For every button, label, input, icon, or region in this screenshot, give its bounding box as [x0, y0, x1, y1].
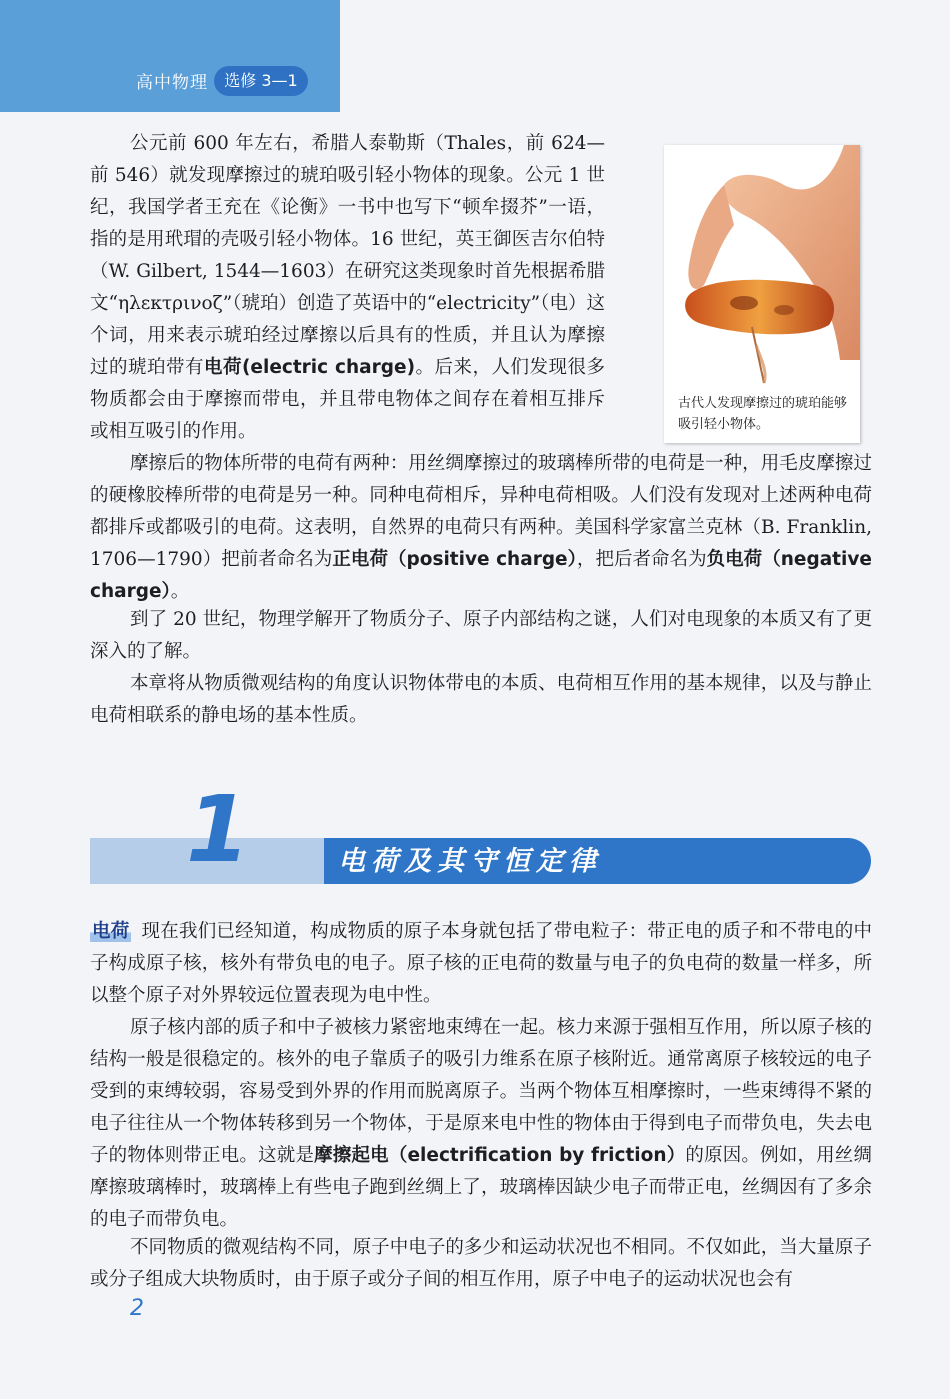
volume-badge: 选修 3—1 [214, 66, 308, 96]
section-title: 电荷及其守恒定律 [338, 846, 602, 877]
section-paragraph-2: 原子核内部的质子和中子被核力紧密地束缚在一起。核力来源于强相互作用，所以原子核的结构一般是很稳定的。核外的电子靠质子的吸引力维系在原子核附近。通常离原子核较远的电子受到的束缚较弱，容易受到外界的作用而脱离原子。当两个物体互相摩擦时，一些束缚得不紧的电子往往从一个物体转移到另一个物体，于是原来电中性的物体由于得到电子而带负电，失去电子的物体则带正电。这就是摩擦起电（electrification by friction）的原因。例如，用丝绸摩擦玻璃棒时，玻璃棒上有些电子跑到丝绸上了，玻璃棒因缺少电子而带正电，丝绸因有了多余的电子而带负电。 [90, 1017, 872, 1230]
section-keyword: 电荷 [92, 921, 130, 942]
intro-paragraph-4: 本章将从物质微观结构的角度认识物体带电的本质、电荷相互作用的基本规律，以及与静止电荷相联系的静电场的基本性质。 [90, 673, 872, 726]
section-paragraph-3: 不同物质的微观结构不同，原子中电子的多少和运动状况也不相同。不仅如此，当大量原子或分子组成大块物质时，由于原子或分子间的相互作用，原子中电子的运动状况也会有 [90, 1237, 872, 1290]
intro-paragraph-1: 公元前 600 年左右，希腊人泰勒斯（Thales，前 624—前 546）就发现摩擦过的琥珀吸引轻小物体的现象。公元 1 世纪，我国学者王充在《论衡》一书中也写下“顿牟掇芥”一语，指的是用玳瑁的壳吸引轻小物体。16 世纪，英王御医吉尔伯特（W. Gilbert, 1544—1603）在研究这类现象时首先根据希腊文“ηλεκτρινοζ”（琥珀）创造了英语中的“electricity”（电）这个词，用来表示琥珀经过摩擦以后具有的性质，并且认为摩擦过的琥珀带有电荷(electric charge)。后来，人们发现很多物质都会由于摩擦而带电，并且带电物体之间存在着相互排斥或相互吸引的作用。 [90, 133, 605, 442]
figure-caption: 古代人发现摩擦过的琥珀能够吸引轻小物体。 [678, 396, 848, 432]
intro-paragraph-3: 到了 20 世纪，物理学解开了物质分子、原子内部结构之谜，人们对电现象的本质又有了更深入的了解。 [90, 609, 872, 662]
amber-hand-illustration [664, 145, 860, 385]
term-positive-charge: 正电荷（positive charge） [332, 549, 577, 570]
section-paragraph-1: 电荷 现在我们已经知道，构成物质的原子本身就包括了带电粒子：带正电的质子和不带电的中子构成原子核，核外有带负电的电子。原子核的正电荷的数量与电子的负电荷的数量一样多，所以整个原子对外界较远位置表现为电中性。 [90, 921, 872, 1006]
term-electric-charge: 电荷(electric charge) [203, 357, 416, 378]
intro-paragraph-2: 摩擦后的物体所带的电荷有两种：用丝绸摩擦过的玻璃棒所带的电荷是一种，用毛皮摩擦过的硬橡胶棒所带的电荷是另一种。同种电荷相斥，异种电荷相吸。人们没有发现对上述两种电荷都排斥或都吸引的电荷。这表明，自然界的电荷只有两种。美国科学家富兰克林（B. Franklin, 1706—1790）把前者命名为正电荷（positive charge），把后者命名为负电荷（negative charge）。 [90, 453, 872, 602]
section-number: 1 [186, 776, 251, 883]
term-electrification-by-friction: 摩擦起电（electrification by friction） [314, 1145, 686, 1166]
book-title: 高中物理 [136, 73, 208, 93]
term-negative-charge: 负电荷（negative charge） [90, 549, 872, 602]
amber-figure [664, 145, 860, 443]
page-number: 2 [130, 1296, 144, 1321]
